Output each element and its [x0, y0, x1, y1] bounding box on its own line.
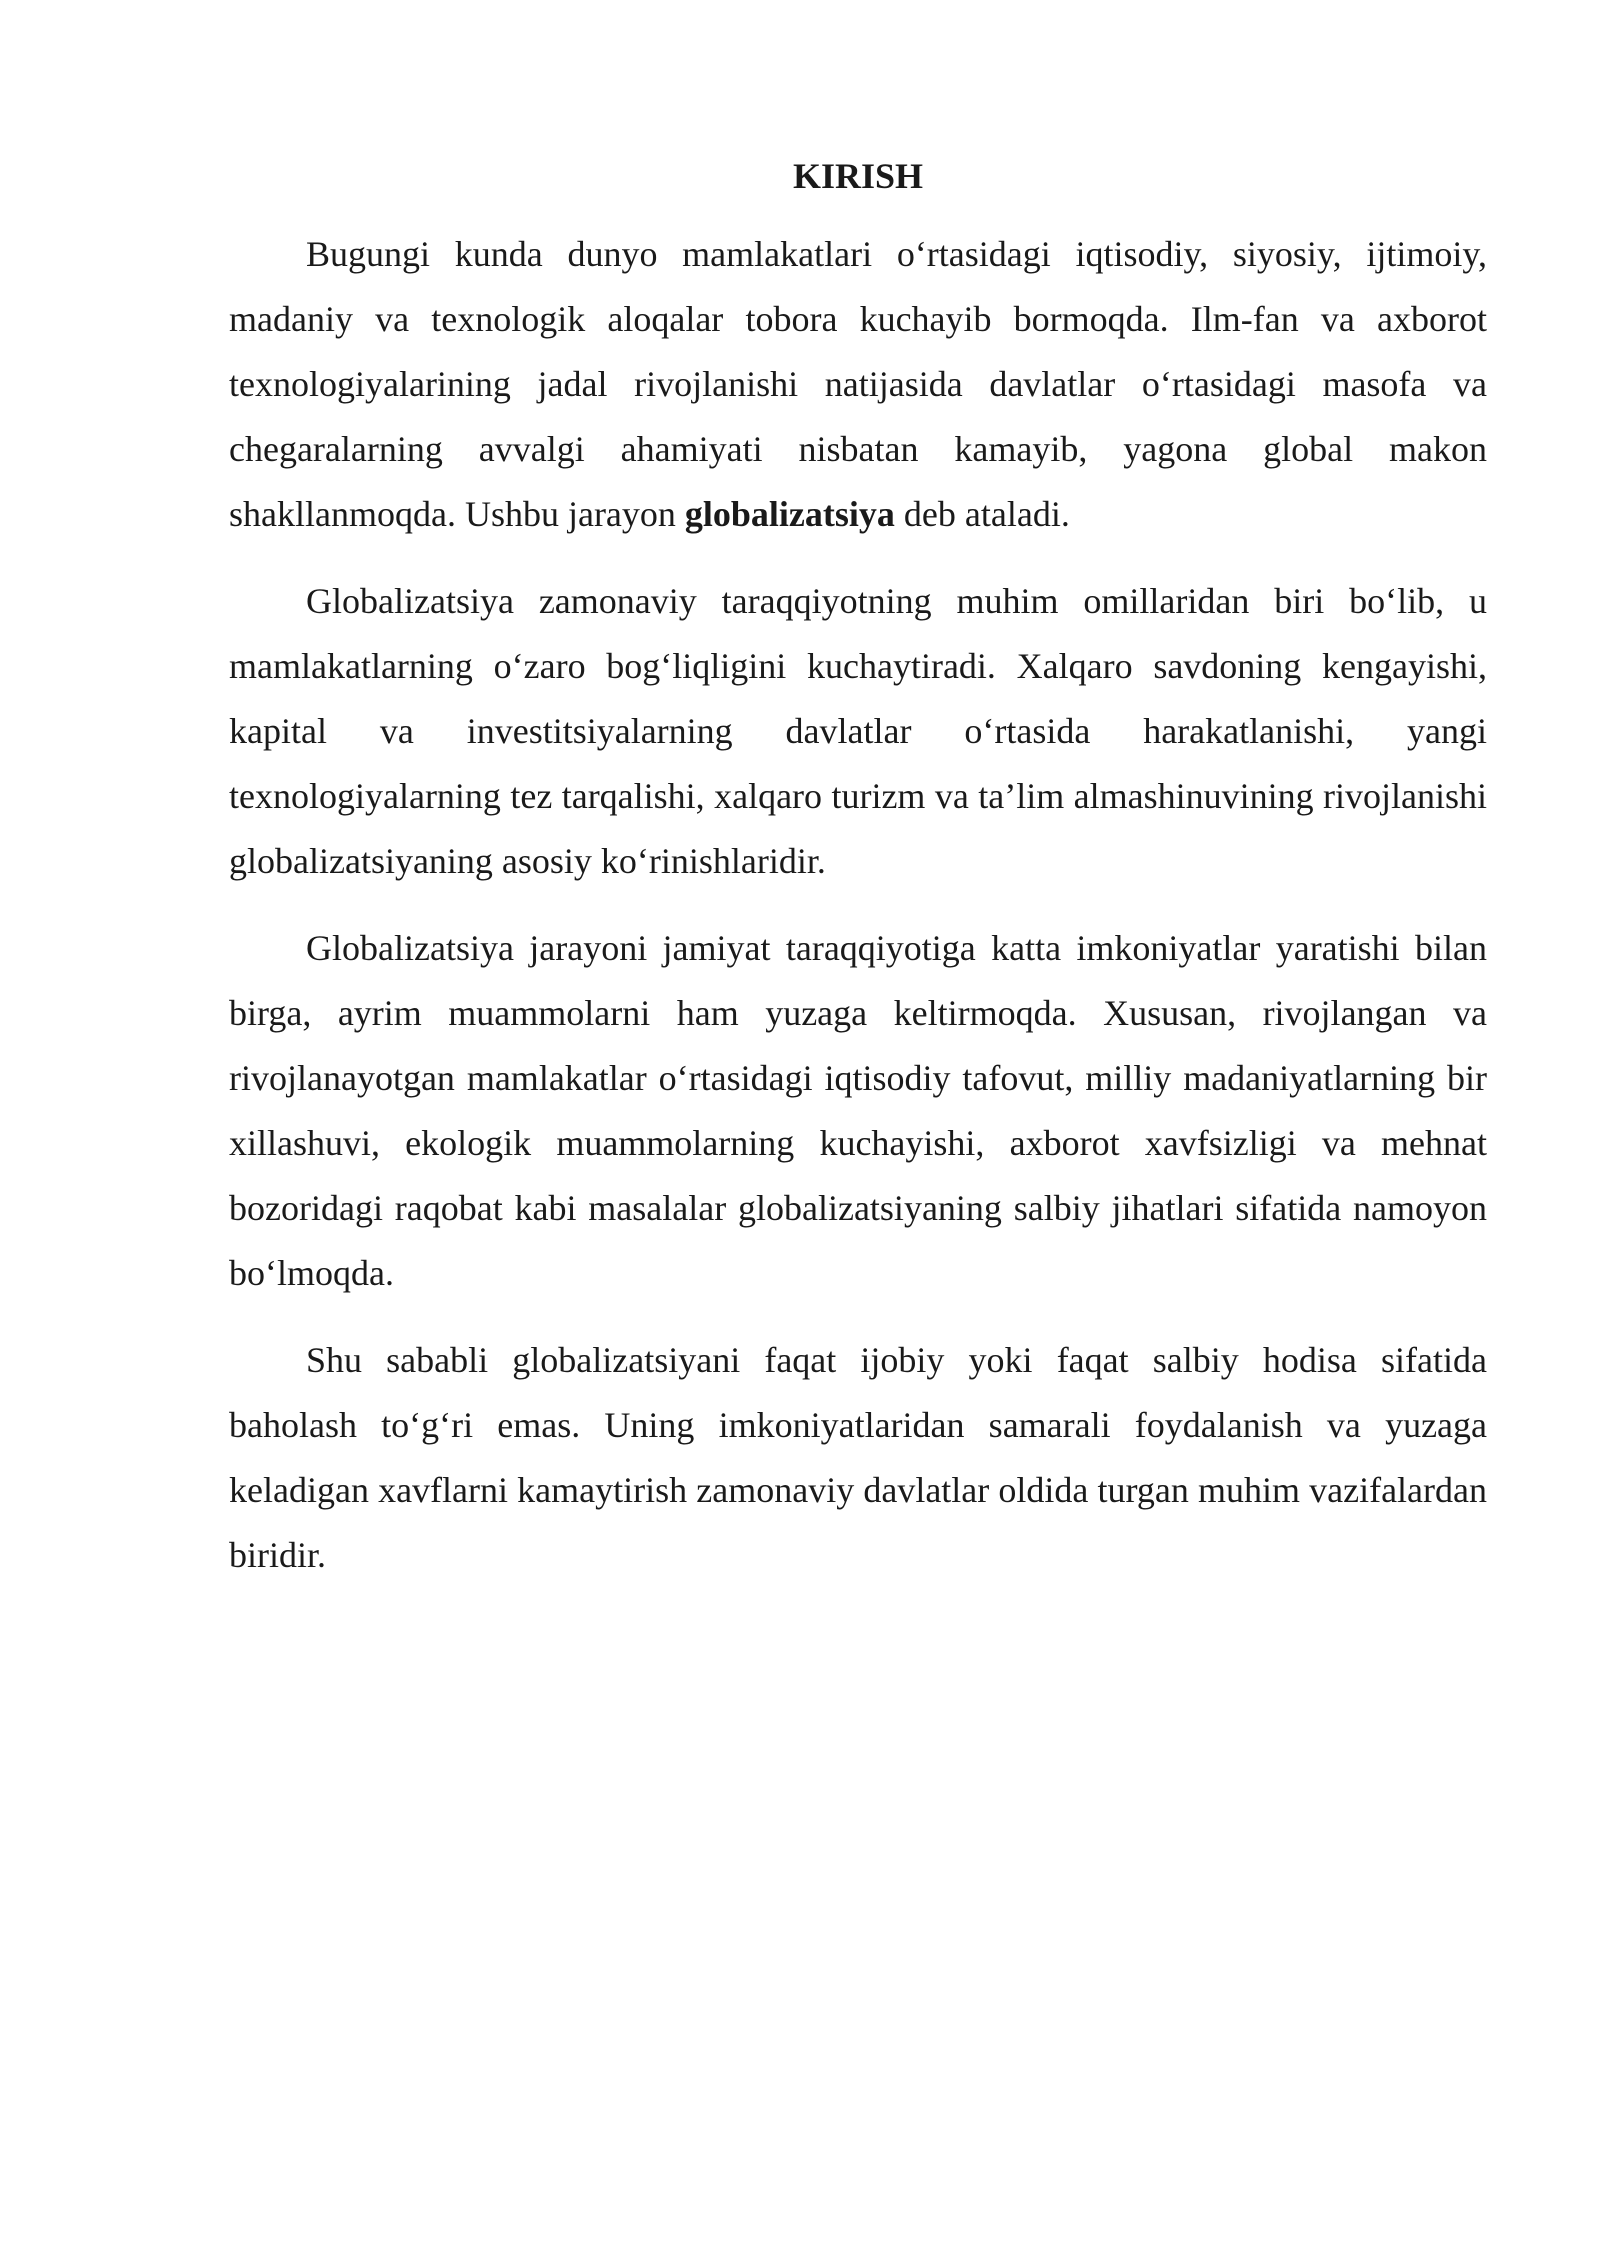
paragraph-1-text-end: deb ataladi.: [894, 494, 1070, 534]
paragraph-3: Globalizatsiya jarayoni jamiyat taraqqiyotiga katta imkoniyatlar yaratishi bilan birga, ayrim muammolarni ham yuzaga keltirmoqda. Xususan, rivojlangan va rivojlanayotgan mamlakatlar o‘rtasidagi iqtisodiy tafovut, milliy madaniyatlarning bir xillashuvi, ekologik muammolarning kuchayishi, axborot xavfsizligi va mehnat bozoridagi raqobat kabi masalalar globalizatsiyaning salbiy jihatlari sifatida namoyon bo‘lmoqda.: [229, 928, 1487, 1293]
paragraph-4: Shu sababli globalizatsiyani faqat ijobiy yoki faqat salbiy hodisa sifatida baholash to‘g‘ri emas. Uning imkoniyatlaridan samarali foydalanish va yuzaga keladigan xavflarni kamaytirish zamonaviy davlatlar oldida turgan muhim vazifalardan biridir.: [229, 1340, 1487, 1575]
paragraph-1-bold-term: globalizatsiya: [684, 494, 895, 534]
document-body: [229, 148, 1487, 1610]
paragraph-1-text-start: Bugungi kunda dunyo mamlakatlari o‘rtasidagi iqtisodiy, siyosiy, ijtimoiy, madaniy va texnologik aloqalar tobora kuchayib bormoqda. Ilm-fan va axborot texnologiyalarining jadal rivojlanishi natijasida davlatlar o‘rtasidagi masofa va chegaralarning avvalgi ahamiyati nisbatan kamayib, yagona global makon shakllanmoqda. Ushbu jarayon: [229, 234, 1487, 534]
paragraph-1: [229, 222, 1487, 547]
paragraph-2: Globalizatsiya zamonaviy taraqqiyotning muhim omillaridan biri bo‘lib, u mamlakatlarning o‘zaro bog‘liqligini kuchaytiradi. Xalqaro savdoning kengayishi, kapital va investitsiyalarning davlatlar o‘rtasida harakatlanishi, yangi texnologiyalarning tez tarqalishi, xalqaro turizm va ta’lim almashinuvining rivojlanishi globalizatsiyaning asosiy ko‘rinishlaridir.: [229, 581, 1487, 881]
page-title: KIRISH: [792, 156, 924, 196]
